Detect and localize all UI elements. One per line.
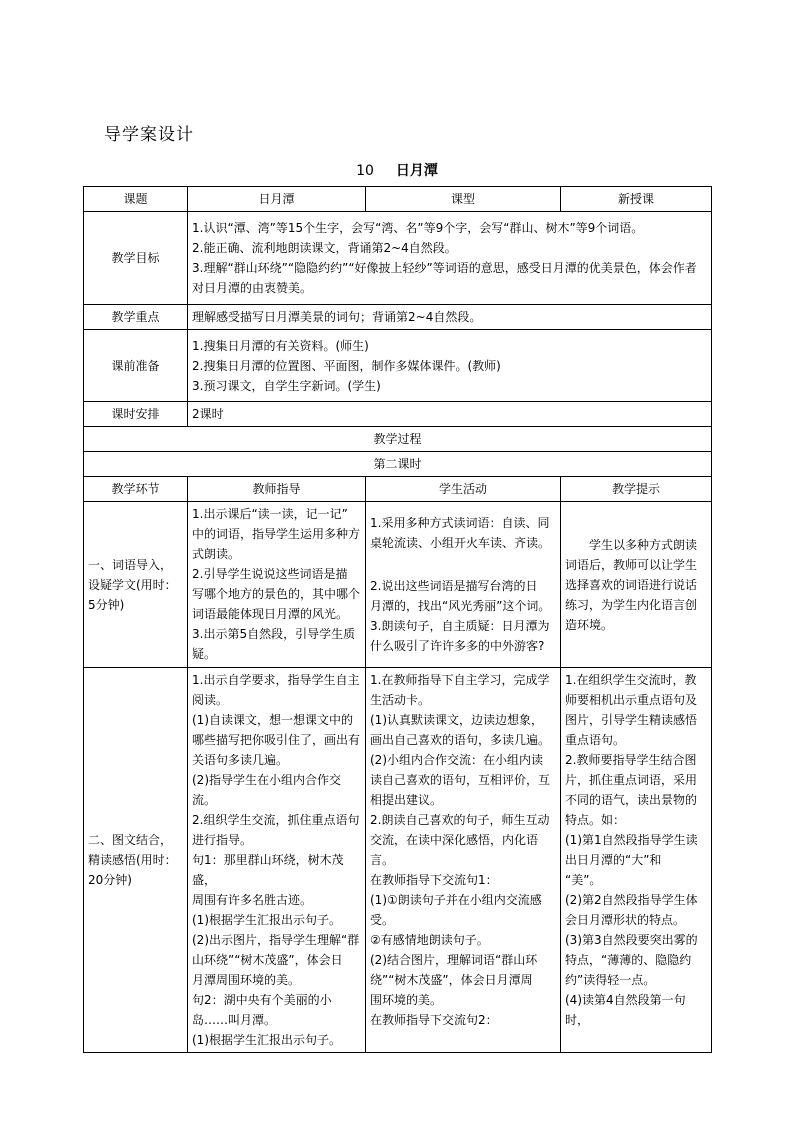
lesson-type-label: 课型 bbox=[366, 187, 561, 212]
lesson-plan-table bbox=[83, 186, 712, 1053]
text-line: 1.在组织学生交流时，教 bbox=[565, 673, 697, 687]
text-line: 片，抓住重点词语，采用 bbox=[565, 773, 698, 787]
text-line: 哪些描写把你吸引住了，画出有 bbox=[192, 733, 361, 747]
text-line: 造环境。 bbox=[565, 617, 614, 632]
text-line: 在教师指导下交流句1： bbox=[370, 873, 498, 887]
text-line: 2.说出这些词语是描写台湾的日 bbox=[370, 579, 538, 593]
text-line: 画出自己喜欢的语句，多读几遍。 bbox=[370, 733, 551, 747]
schedule-row bbox=[84, 402, 712, 427]
key-points-label: 教学重点 bbox=[84, 305, 188, 330]
text-line: 1.出示课后“读一读，记一记” bbox=[192, 507, 348, 521]
document-title: 导学案设计 bbox=[104, 125, 194, 145]
text-line: 交流，在读中深化感悟，内化语言。 bbox=[370, 833, 539, 867]
stage-name-line: 20分钟) bbox=[88, 873, 132, 887]
text-line: 疑。 bbox=[192, 647, 217, 661]
stage-name bbox=[84, 502, 188, 668]
text-line: 阅读。 bbox=[192, 693, 229, 707]
text-line: 选择喜欢的词语进行说话 bbox=[565, 577, 698, 592]
text-line: (2)结合图片，理解词语“群山环 bbox=[370, 953, 538, 967]
text-line: 2.朗读自己喜欢的句子，师生互动 bbox=[370, 813, 550, 827]
text-line: 相提出建议。 bbox=[370, 793, 443, 807]
objective-item: 1.认识“潭、湾”等15个生字，会写“湾、名”等9个字，会写“群山、树木”等9个词语。 bbox=[192, 221, 644, 235]
text-line: “美”。 bbox=[565, 873, 602, 887]
text-line: 2.教师要指导学生结合图 bbox=[565, 753, 697, 767]
topic-label: 课题 bbox=[84, 187, 188, 212]
student-activity bbox=[366, 502, 561, 668]
student-activity bbox=[366, 668, 561, 1053]
text-line: 1.出示自学要求，指导学生自主 bbox=[192, 673, 360, 687]
lesson-period: 第二课时 bbox=[84, 452, 712, 477]
preparation-content bbox=[188, 330, 712, 402]
stage-name-line: 精读感悟(用时： bbox=[88, 853, 177, 867]
text-line: 围环境的美。 bbox=[370, 993, 443, 1007]
text-line: 中的词语，指导学生运用多种方 bbox=[192, 527, 361, 541]
text-line: 月潭周围环境的美。 bbox=[192, 973, 301, 987]
text-line: (1)根据学生汇报出示句子。 bbox=[192, 1033, 341, 1047]
teacher-guidance bbox=[188, 502, 366, 668]
text-line: 绕”“树木茂盛”，体会日月潭周 bbox=[370, 973, 533, 987]
stage-name-line: 设疑学文(用时： bbox=[88, 577, 177, 592]
schedule-label: 课时安排 bbox=[84, 402, 188, 427]
preparation-item: 1.搜集日月潭的有关资料。(师生) bbox=[192, 338, 369, 353]
text-line: 桌轮流读、小组开火车读、齐读。 bbox=[370, 536, 551, 550]
text-line: 重点语句。 bbox=[565, 733, 626, 747]
objectives-content bbox=[188, 212, 712, 305]
text-line: (2)指导学生在小组内合作交流。 bbox=[192, 773, 341, 807]
text-line: 进行指导。 bbox=[192, 833, 253, 847]
text-line: (4)读第4自然段第一句时， bbox=[565, 993, 686, 1027]
text-line: 特点。如： bbox=[565, 813, 626, 827]
text-line: 练习，为学生内化语言创 bbox=[565, 597, 698, 612]
text-line: 式朗读。 bbox=[192, 547, 241, 561]
text-line: 受。 bbox=[370, 913, 395, 927]
text-line: (1)根据学生汇报出示句子。 bbox=[192, 913, 341, 927]
column-header: 教学提示 bbox=[561, 477, 712, 502]
text-line: 周围有许多名胜古迹。 bbox=[192, 893, 313, 907]
key-points-value: 理解感受描写日月潭美景的词句；背诵第2~4自然段。 bbox=[188, 305, 712, 330]
period-row bbox=[84, 452, 712, 477]
text-line: (1)认真默读课文，边读边想象， bbox=[370, 713, 543, 727]
text-line: 2.引导学生说说这些词语是描 bbox=[192, 567, 348, 581]
text-line: 约”读得轻一点。 bbox=[565, 973, 656, 987]
stage-name-line: 5分钟) bbox=[88, 597, 125, 612]
teaching-tip bbox=[561, 668, 712, 1053]
preparation-item: 2.搜集日月潭的位置图、平面图，制作多媒体课件。(教师) bbox=[192, 358, 501, 373]
text-line: (2)出示图片，指导学生理解“群 bbox=[192, 933, 360, 947]
objectives-row bbox=[84, 212, 712, 305]
text-line: 2.组织学生交流，抓住重点语句 bbox=[192, 813, 360, 827]
teacher-guidance bbox=[188, 668, 366, 1053]
key-points-row bbox=[84, 305, 712, 330]
preparation-item: 3.预习课文，自学生字新词。(学生) bbox=[192, 378, 381, 393]
objectives-label: 教学目标 bbox=[84, 212, 188, 305]
text-line: 写哪个地方的景色的，其中哪个 bbox=[192, 587, 361, 601]
text-line: 读自己喜欢的语句，互相评价，互 bbox=[370, 773, 551, 787]
spacer-line bbox=[370, 553, 556, 576]
preparation-row bbox=[84, 330, 712, 402]
stage-name-line: 一、词语导入， bbox=[88, 557, 173, 572]
text-line: 师要相机出示重点语句及 bbox=[565, 693, 698, 707]
text-line: 词语最能体现日月潭的风光。 bbox=[192, 607, 349, 621]
text-line: 在教师指导下交流句2： bbox=[370, 1013, 498, 1027]
lesson-number: 10 bbox=[356, 163, 374, 179]
text-line: 特点，“薄薄的、隐隐约 bbox=[565, 953, 692, 967]
text-line: 不同的语气，读出景物的 bbox=[565, 793, 698, 807]
topic-value: 日月潭 bbox=[188, 187, 366, 212]
text-line: 句2：湖中央有个美丽的小 bbox=[192, 993, 332, 1007]
text-line: 出日月潭的“大”和 bbox=[565, 853, 662, 867]
text-line: 学生以多种方式朗读 bbox=[589, 537, 698, 552]
text-line: ②有感情地朗读句子。 bbox=[370, 933, 489, 947]
objective-item: 2.能正确、流利地朗读课文，背诵第2~4自然段。 bbox=[192, 241, 457, 255]
text-line: 关语句多读几遍。 bbox=[192, 753, 289, 767]
text-line: 山环绕”“树木茂盛”，体会日 bbox=[192, 953, 343, 967]
text-line: 1.采用多种方式读词语：自读、同 bbox=[370, 516, 550, 530]
stage-row bbox=[84, 502, 712, 668]
column-header: 学生活动 bbox=[366, 477, 561, 502]
process-title-row bbox=[84, 427, 712, 452]
text-line: 岛……叫月潭。 bbox=[192, 1013, 277, 1027]
text-line: (1)①朗读句子并在小组内交流感 bbox=[370, 893, 542, 907]
schedule-value: 2课时 bbox=[188, 402, 712, 427]
lesson-type-value: 新授课 bbox=[561, 187, 712, 212]
text-line: (2)小组内合作交流：在小组内读 bbox=[370, 753, 543, 767]
process-title: 教学过程 bbox=[84, 427, 712, 452]
teaching-tip bbox=[561, 502, 712, 668]
objective-item: 3.理解“群山环绕”“隐隐约约”“好像披上轻纱”等词语的意思，感受日月潭的优美景色，体会作者对日月潭的由衷赞美。 bbox=[192, 261, 697, 295]
text-line: (2)第2自然段指导学生体 bbox=[565, 893, 698, 907]
lesson-heading bbox=[0, 160, 794, 180]
text-line: (3)第3自然段要突出雾的 bbox=[565, 933, 698, 947]
column-header-row bbox=[84, 477, 712, 502]
text-line: 词语后，教师可以让学生 bbox=[565, 557, 698, 572]
text-line: 月潭的，找出“风光秀丽”这个词。 bbox=[370, 599, 551, 613]
preparation-label: 课前准备 bbox=[84, 330, 188, 402]
text-line: 什么吸引了许许多多的中外游客? bbox=[370, 639, 545, 653]
text-line: (1)第1自然段指导学生读 bbox=[565, 833, 698, 847]
text-line: 图片，引导学生精读感悟 bbox=[565, 713, 698, 727]
column-header: 教师指导 bbox=[188, 477, 366, 502]
text-line: 会日月潭形状的特点。 bbox=[565, 913, 686, 927]
stage-row bbox=[84, 668, 712, 1053]
text-line: 句1：那里群山环绕，树木茂盛， bbox=[192, 853, 344, 887]
stage-name bbox=[84, 668, 188, 1053]
column-header: 教学环节 bbox=[84, 477, 188, 502]
stage-name-line: 二、图文结合， bbox=[88, 833, 173, 847]
text-line: (1)自读课文，想一想课文中的 bbox=[192, 713, 353, 727]
text-line: 3.朗读句子，自主质疑：日月潭为 bbox=[370, 619, 550, 633]
text-line: 3.出示第5自然段，引导学生质 bbox=[192, 627, 356, 641]
text-line: 1.在教师指导下自主学习，完成学 bbox=[370, 673, 550, 687]
text-line: 生活动卡。 bbox=[370, 693, 431, 707]
lesson-title: 日月潭 bbox=[395, 163, 438, 179]
topic-row bbox=[84, 187, 712, 212]
